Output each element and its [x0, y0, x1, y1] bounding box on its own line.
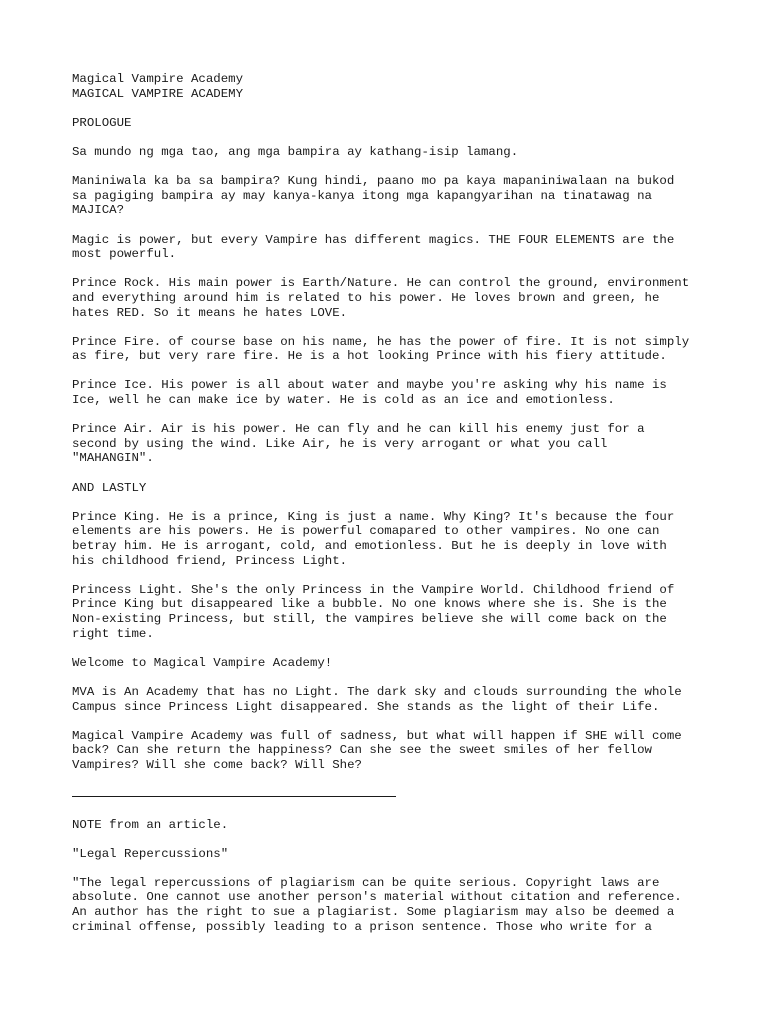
note-text-line: An author has the right to sue a plagiarist. Some plagiarism may also be deemed a [72, 905, 675, 920]
story-text-line: Welcome to Magical Vampire Academy! [72, 655, 333, 670]
story-text-line: Prince Fire. of course base on his name, he has the power of fire. It is not simply [72, 334, 690, 349]
story-text-line: Prince King but disappeared like a bubble. No one knows where she is. She is the [72, 597, 667, 612]
note-section [72, 818, 712, 935]
story-paragraph [72, 656, 712, 671]
story-text-line: MVA is An Academy that has no Light. The dark sky and clouds surrounding the whole [72, 684, 682, 699]
story-paragraph [72, 583, 712, 641]
note-text-line: "Legal Repercussions" [72, 846, 229, 861]
story-paragraph [72, 233, 712, 262]
story-text-line: Prince King. He is a prince, King is just a name. Why King? It's because the four [72, 509, 675, 524]
story-text-line: back? Can she return the happiness? Can she see the sweet smiles of her fellow [72, 743, 652, 758]
story-text-line: Magic is power, but every Vampire has different magics. THE FOUR ELEMENTS are the [72, 232, 675, 247]
note-text-line: NOTE from an article. [72, 817, 229, 832]
story-text-line: betray him. He is arrogant, cold, and emotionless. But he is deeply in love with [72, 539, 667, 553]
story-text-line: MAJICA? [72, 203, 125, 218]
story-paragraph [72, 729, 712, 773]
story-text-line: Ice, well he can make ice by water. He is cold as an ice and emotionless. [72, 393, 615, 408]
story-text-line: and everything around him is related to his power. He loves brown and green, he [72, 290, 660, 305]
section-divider [72, 796, 396, 797]
story-text-line: Magical Vampire Academy was full of sadness, but what will happen if SHE will come [72, 728, 682, 743]
document-title-uppercase: MAGICAL VAMPIRE ACADEMY [72, 86, 244, 101]
note-text-line: criminal offense, possibly leading to a prison sentence. Those who write for a [72, 919, 652, 934]
story-paragraph [72, 422, 712, 466]
story-text-line: elements are his powers. He is powerful comapared to other vampires. No one can [72, 524, 660, 539]
document-page [72, 72, 712, 949]
story-text-line: hates RED. So it means he hates LOVE. [72, 305, 348, 320]
story-text-line: Princess Light. She's the only Princess in the Vampire World. Childhood friend of [72, 582, 675, 597]
note-paragraph [72, 847, 712, 862]
story-paragraph [72, 145, 712, 160]
story-text-line: Campus since Princess Light disappeared. She stands as the light of their Life. [72, 699, 660, 714]
story-text-line: as fire, but very rare fire. He is a hot looking Prince with his fiery attitude. [72, 349, 667, 364]
story-paragraph [72, 510, 712, 568]
story-paragraph [72, 335, 712, 364]
story-paragraph [72, 174, 712, 218]
story-text-line: second by using the wind. Like Air, he is very arrogant or what you call [72, 436, 608, 451]
prologue-heading-block [72, 116, 712, 131]
document-header [72, 72, 712, 101]
story-text-line: AND LASTLY [72, 480, 147, 495]
story-text-line: his childhood friend, Princess Light. [72, 553, 348, 568]
document-title: Magical Vampire Academy [72, 72, 244, 86]
story-paragraph [72, 378, 712, 407]
story-text-line: sa pagiging bampira ay may kanya-kanya itong mga kapangyarihan na tinatawag na [72, 188, 652, 203]
story-paragraph [72, 685, 712, 714]
story-text-line: Vampires? Will she come back? Will She? [72, 757, 362, 772]
prologue-heading: PROLOGUE [72, 115, 132, 130]
story-text-line: Prince Ice. His power is all about water and maybe you're asking why his name is [72, 378, 667, 393]
story-text-line: right time. [72, 626, 154, 641]
story-text-line: Non-existing Princess, but still, the vampires believe she will come back on the [72, 611, 667, 626]
story-text-line: "MAHANGIN". [72, 451, 154, 466]
story-paragraph [72, 276, 712, 320]
note-text-line: absolute. One cannot use another person's material without citation and reference. [72, 890, 682, 905]
story-body [72, 145, 712, 773]
note-text-line: "The legal repercussions of plagiarism can be quite serious. Copyright laws are [72, 875, 660, 890]
note-paragraph [72, 876, 712, 934]
story-paragraph [72, 481, 712, 496]
story-text-line: Sa mundo ng mga tao, ang mga bampira ay kathang-isip lamang. [72, 144, 519, 159]
story-text-line: most powerful. [72, 247, 177, 262]
story-text-line: Prince Rock. His main power is Earth/Nature. He can control the ground, environment [72, 276, 690, 291]
story-text-line: Maniniwala ka ba sa bampira? Kung hindi, paano mo pa kaya mapaniniwalaan na bukod [72, 174, 675, 189]
note-paragraph [72, 818, 712, 833]
story-text-line: Prince Air. Air is his power. He can fly and he can kill his enemy just for a [72, 422, 645, 437]
